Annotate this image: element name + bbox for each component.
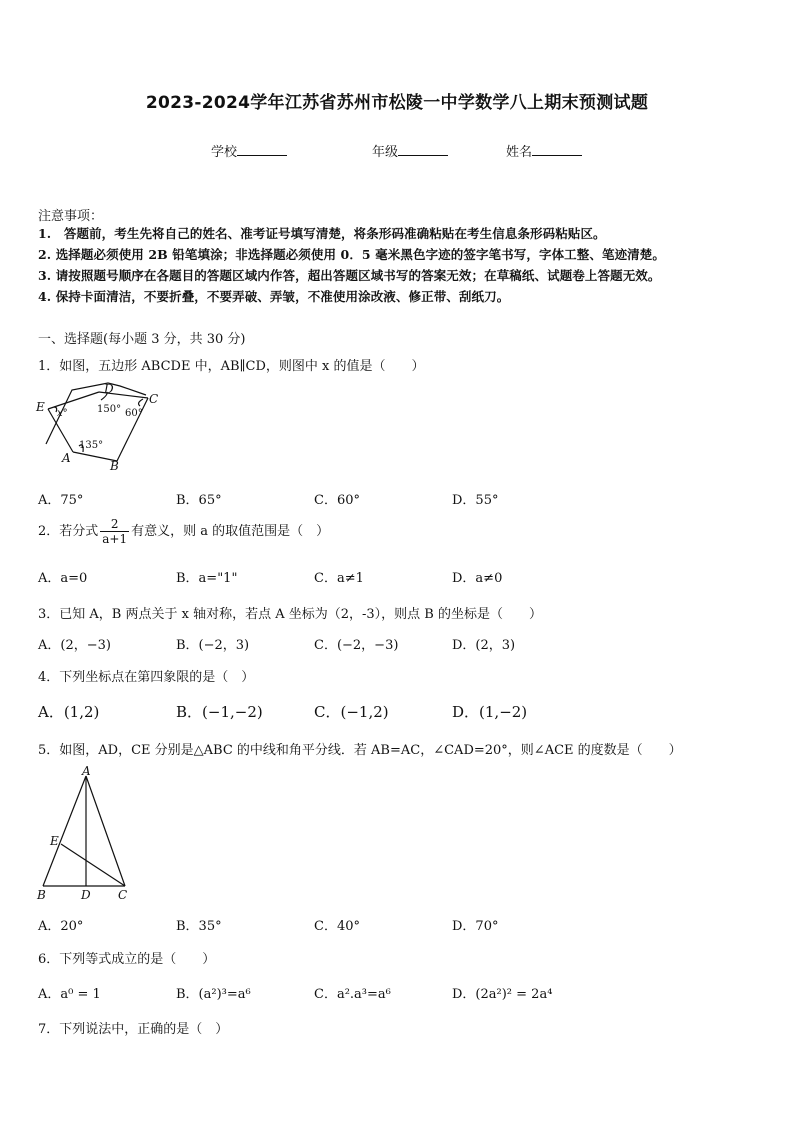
school-blank [237, 142, 287, 156]
grade-field [372, 141, 448, 160]
notes-heading: 注意事项： [38, 209, 104, 224]
vertex-a-label: A [82, 764, 91, 778]
q2-option-b[interactable]: B．a="1" [176, 571, 238, 586]
q2-option-c[interactable]: C．a≠1 [314, 571, 364, 586]
q2-suffix: 有意义，则 a 的取值范围是（ ） [131, 524, 330, 539]
question-1-text: 1．如图，五边形 ABCDE 中，AB∥CD，则图中 x 的值是（ ） [38, 359, 425, 374]
q3-option-b[interactable]: B．(−2，3) [176, 638, 250, 653]
pentagon-figure [34, 380, 166, 474]
triangle-figure [34, 764, 134, 904]
q5-option-a[interactable]: A．20° [38, 919, 84, 934]
q4-option-c[interactable]: C．(−1,2) [314, 703, 389, 721]
vertex-a-label: A [62, 451, 71, 465]
vertex-e-label: E [50, 834, 59, 848]
grade-blank [398, 142, 448, 156]
question-5-text: 5．如图，AD，CE 分别是△ABC 的中线和角平分线．若 AB=AC，∠CAD=20°，则∠ACE 的度数是（ ） [38, 743, 682, 758]
q1-option-a[interactable]: A．75° [38, 493, 84, 508]
question-4-text: 4．下列坐标点在第四象限的是（ ） [38, 670, 255, 685]
vertex-b-label: B [110, 459, 119, 473]
q6-option-d[interactable]: D．(2a²)² = 2a⁴ [452, 987, 553, 1002]
angle-x-label: x° [57, 408, 68, 419]
q4-option-d[interactable]: D．(1,−2) [452, 703, 528, 721]
q1-option-c[interactable]: C．60° [314, 493, 360, 508]
q2-option-a[interactable]: A．a=0 [38, 571, 88, 586]
vertex-d-label: D [104, 382, 114, 396]
note-item: 3. 请按照题号顺序在各题目的答题区域内作答，超出答题区域书写的答案无效；在草稿纸、试题卷上答题无效。 [38, 268, 661, 283]
vertex-c-label: C [118, 888, 128, 902]
section-heading: 一、选择题(每小题 3 分，共 30 分) [38, 332, 246, 347]
vertex-e-label: E [36, 400, 45, 414]
q5-option-d[interactable]: D．70° [452, 919, 499, 934]
q5-option-b[interactable]: B．35° [176, 919, 222, 934]
fraction-numerator: 2 [100, 517, 129, 532]
school-label: 学校 [211, 145, 238, 160]
q2-prefix: 2．若分式 [38, 524, 99, 539]
q6-option-c[interactable]: C．a².a³=a⁶ [314, 987, 391, 1002]
question-2-text [38, 517, 329, 546]
question-6-text: 6．下列等式成立的是（ ） [38, 952, 216, 967]
question-3-text: 3．已知 A，B 两点关于 x 轴对称，若点 A 坐标为（2，-3），则点 B 的坐标是（ ） [38, 607, 542, 622]
fraction [100, 517, 129, 546]
q6-option-a[interactable]: A．a⁰ = 1 [38, 987, 101, 1002]
note-item: 4. 保持卡面清洁，不要折叠，不要弄破、弄皱，不准使用涂改液、修正带、刮纸刀。 [38, 289, 510, 304]
q3-option-a[interactable]: A．(2，−3) [38, 638, 111, 653]
name-field [506, 141, 582, 160]
fraction-denominator: a+1 [102, 532, 128, 546]
angle-60-label: 60° [125, 408, 143, 419]
school-field [211, 141, 287, 160]
q4-option-b[interactable]: B．(−1,−2) [176, 703, 263, 721]
q4-option-a[interactable]: A．(1,2) [38, 703, 100, 721]
vertex-b-label: B [37, 888, 46, 902]
q3-option-d[interactable]: D．(2，3) [452, 638, 516, 653]
grade-label: 年级 [372, 145, 399, 160]
q6-option-b[interactable]: B．(a²)³=a⁶ [176, 987, 251, 1002]
q1-option-b[interactable]: B．65° [176, 493, 222, 508]
question-7-text: 7．下列说法中，正确的是（ ） [38, 1022, 229, 1037]
angle-150-label: 150° [97, 404, 122, 415]
vertex-d-label: D [81, 888, 91, 902]
name-blank [532, 142, 582, 156]
note-item: 2. 选择题必须使用 2B 铅笔填涂；非选择题必须使用 0．5 毫米黑色字迹的签字笔书写，字体工整、笔迹清楚。 [38, 247, 665, 262]
q2-option-d[interactable]: D．a≠0 [452, 571, 503, 586]
vertex-c-label: C [149, 392, 159, 406]
page-title: 2023-2024学年江苏省苏州市松陵一中学数学八上期末预测试题 [145, 93, 649, 113]
note-item: 1. 答题前，考生先将自己的姓名、准考证号填写清楚，将条形码准确粘贴在考生信息条形码粘贴区。 [38, 226, 606, 241]
q1-option-d[interactable]: D．55° [452, 493, 499, 508]
q3-option-c[interactable]: C．(−2，−3) [314, 638, 399, 653]
angle-135-label: 135° [79, 440, 104, 451]
q5-option-c[interactable]: C．40° [314, 919, 360, 934]
name-label: 姓名 [506, 145, 533, 160]
